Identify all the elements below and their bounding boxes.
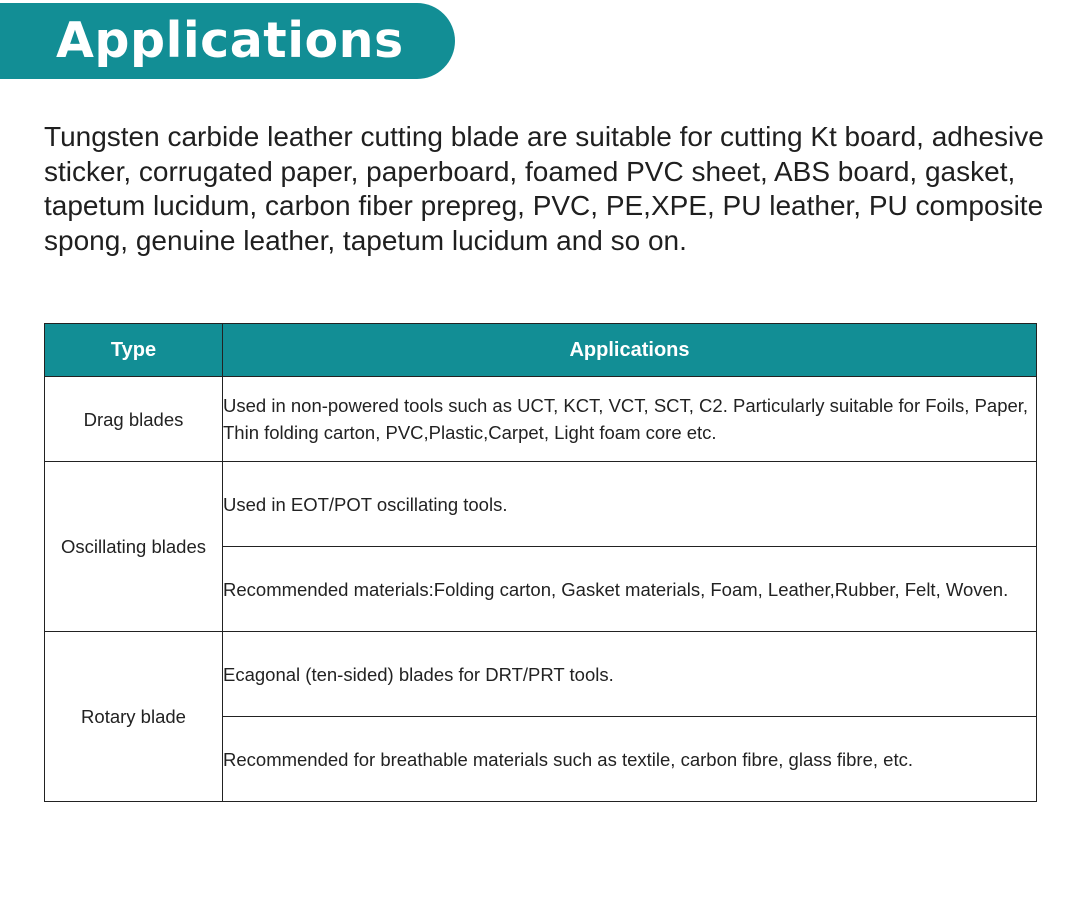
application-cell: Recommended for breathable materials such as textile, carbon fibre, glass fibre, etc. bbox=[223, 717, 1037, 802]
application-cell: Recommended materials:Folding carton, Gasket materials, Foam, Leather,Rubber, Felt, Woven. bbox=[223, 547, 1037, 632]
application-cell: Ecagonal (ten-sided) blades for DRT/PRT tools. bbox=[223, 632, 1037, 717]
type-cell-rotary-blade: Rotary blade bbox=[45, 632, 223, 802]
type-cell-drag-blades: Drag blades bbox=[45, 377, 223, 462]
application-cell: Used in non-powered tools such as UCT, KCT, VCT, SCT, C2. Particularly suitable for Foils, Paper, Thin folding carton, PVC,Plastic,Carpet, Light foam core etc. bbox=[223, 377, 1037, 462]
section-title: Applications bbox=[56, 12, 404, 69]
type-cell-oscillating-blades: Oscillating blades bbox=[45, 462, 223, 632]
table-row bbox=[45, 462, 1037, 547]
table-row bbox=[45, 632, 1037, 717]
applications-table bbox=[44, 323, 1037, 802]
header-applications: Applications bbox=[223, 324, 1037, 377]
intro-paragraph: Tungsten carbide leather cutting blade are suitable for cutting Kt board, adhesive sticker, corrugated paper, paperboard, foamed PVC sheet, ABS board, gasket, tapetum lucidum, carbon fiber prepreg, PVC, PE,XPE, PU leather, PU composite spong, genuine leather, tapetum lucidum and so on. bbox=[44, 121, 1044, 256]
header-type: Type bbox=[45, 324, 223, 377]
section-banner bbox=[0, 3, 455, 79]
application-cell: Used in EOT/POT oscillating tools. bbox=[223, 462, 1037, 547]
table-row bbox=[45, 377, 1037, 462]
table-header-row bbox=[45, 324, 1037, 377]
